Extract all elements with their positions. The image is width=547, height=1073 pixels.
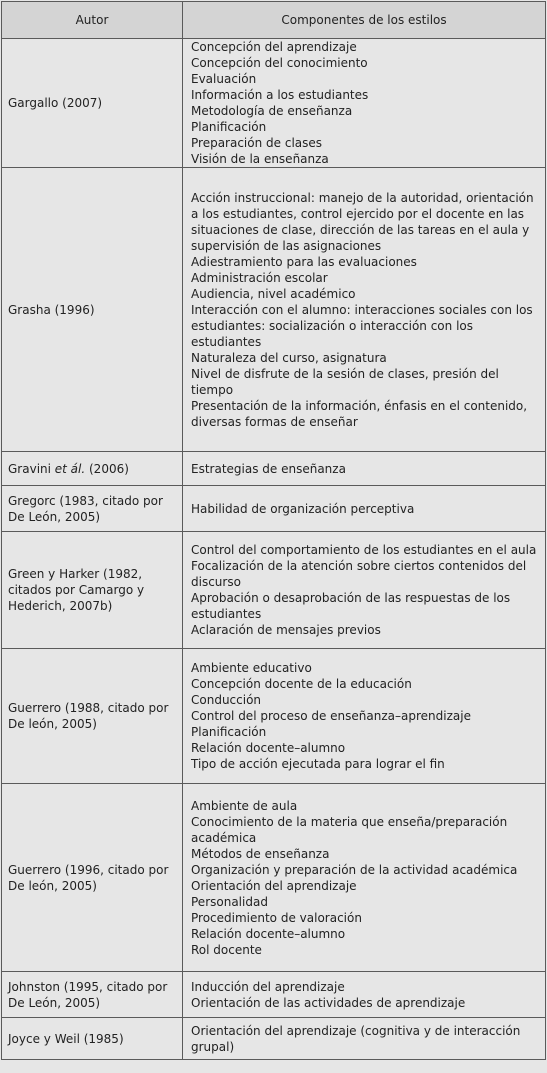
component-item: Preparación de clases: [191, 136, 323, 150]
author-name: Joyce y Weil (1985): [8, 1031, 124, 1046]
components-cell: [183, 1018, 546, 1060]
component-item: Orientación del aprendizaje (cognitiva y de interacción grupal): [191, 1023, 521, 1054]
author-cell: [2, 649, 183, 784]
components-cell: [183, 649, 546, 784]
component-item: Ambiente de aula: [191, 798, 298, 813]
components-cell: [183, 168, 546, 452]
component-item: Orientación del aprendizaje: [191, 878, 357, 893]
author-name: Guerrero (1988, citado por De león, 2005): [8, 701, 169, 731]
author-cell: [2, 452, 183, 486]
component-item: Información a los estudiantes: [191, 88, 369, 102]
component-item: Tipo de acción ejecutada para lograr el fin: [191, 757, 445, 771]
component-item: Adiestramiento para las evaluaciones: [191, 254, 417, 269]
component-item: Presentación de la información, énfasis en el contenido, diversas formas de enseñar: [191, 398, 528, 429]
author-year: (2006): [85, 461, 129, 476]
component-item: Concepción del conocimiento: [191, 56, 368, 70]
table-row: [2, 649, 546, 784]
component-item: Relación docente–alumno: [191, 741, 346, 755]
component-item: Visión de la enseñanza: [191, 152, 329, 166]
author-name: Johnston (1995, citado por De León, 2005): [8, 979, 168, 1010]
table-row: [2, 486, 546, 532]
component-item: Audiencia, nivel académico: [191, 286, 356, 301]
author-cell: [2, 39, 183, 168]
table-row: [2, 532, 546, 649]
components-cell: [183, 972, 546, 1018]
component-item: Planificación: [191, 120, 267, 134]
author-cell: [2, 532, 183, 649]
table-row: [2, 972, 546, 1018]
author-name: Gravini: [8, 461, 55, 476]
component-item: Evaluación: [191, 72, 257, 86]
table-row: [2, 39, 546, 168]
component-item: Metodología de enseñanza: [191, 104, 353, 118]
component-item: Focalización de la atención sobre ciertos contenidos del discurso: [191, 559, 527, 589]
component-item: Rol docente: [191, 942, 262, 957]
table-row: [2, 784, 546, 972]
component-item: Acción instruccional: manejo de la autoridad, orientación a los estudiantes, control ejercido por el docente en las situaciones de clase, dirección de las tareas en el aula y supervisión de las asignaciones: [191, 190, 534, 253]
component-item: Conocimiento de la materia que enseña/preparación académica: [191, 814, 508, 845]
component-item: Organización y preparación de la actividad académica: [191, 862, 518, 877]
components-cell: [183, 39, 546, 168]
component-item: Procedimiento de valoración: [191, 910, 362, 925]
author-cell: [2, 486, 183, 532]
author-name: Guerrero (1996, citado por De león, 2005): [8, 862, 169, 893]
component-item: Interacción con el alumno: interacciones sociales con los estudiantes: socialización o interacción con los estudiantes: [191, 302, 533, 349]
table-row: [2, 168, 546, 452]
author-name: Green y Harker (1982, citados por Camargo y Hederich, 2007b): [8, 567, 145, 613]
component-item: Relación docente–alumno: [191, 926, 346, 941]
component-item: Ambiente educativo: [191, 661, 312, 675]
component-item: Control del proceso de enseñanza–aprendizaje: [191, 709, 471, 723]
components-cell: [183, 532, 546, 649]
components-cell: [183, 452, 546, 486]
component-item: Aclaración de mensajes previos: [191, 623, 381, 637]
component-item: Aprobación o desaprobación de las respuestas de los estudiantes: [191, 591, 511, 621]
components-cell: [183, 486, 546, 532]
header-components: Componentes de los estilos: [183, 2, 546, 39]
author-cell: [2, 168, 183, 452]
table-row: [2, 452, 546, 486]
table-body: [2, 39, 546, 1060]
component-item: Planificación: [191, 725, 267, 739]
component-item: Orientación de las actividades de aprendizaje: [191, 995, 466, 1010]
component-item: Inducción del aprendizaje: [191, 979, 345, 994]
component-item: Naturaleza del curso, asignatura: [191, 350, 387, 365]
component-item: Habilidad de organización perceptiva: [191, 501, 415, 516]
component-item: Métodos de enseñanza: [191, 846, 330, 861]
author-cell: [2, 1018, 183, 1060]
author-name: Gregorc (1983, citado por De León, 2005): [8, 493, 163, 524]
author-etal: et ál.: [54, 461, 86, 476]
components-cell: [183, 784, 546, 972]
author-name: Grasha (1996): [8, 302, 95, 317]
component-item: Conducción: [191, 693, 262, 707]
component-item: Control del comportamiento de los estudiantes en el aula: [191, 543, 537, 557]
header-author: Autor: [2, 2, 183, 39]
component-item: Concepción del aprendizaje: [191, 40, 357, 54]
author-cell: [2, 784, 183, 972]
author-name: Gargallo (2007): [8, 96, 103, 110]
component-item: Personalidad: [191, 894, 268, 909]
component-item: Concepción docente de la educación: [191, 677, 412, 691]
component-item: Estrategias de enseñanza: [191, 461, 346, 476]
author-cell: [2, 972, 183, 1018]
table-header: [2, 2, 546, 39]
component-item: Nivel de disfrute de la sesión de clases, presión del tiempo: [191, 366, 499, 397]
component-item: Administración escolar: [191, 270, 328, 285]
styles-table: [1, 1, 546, 1060]
table-row: [2, 1018, 546, 1060]
